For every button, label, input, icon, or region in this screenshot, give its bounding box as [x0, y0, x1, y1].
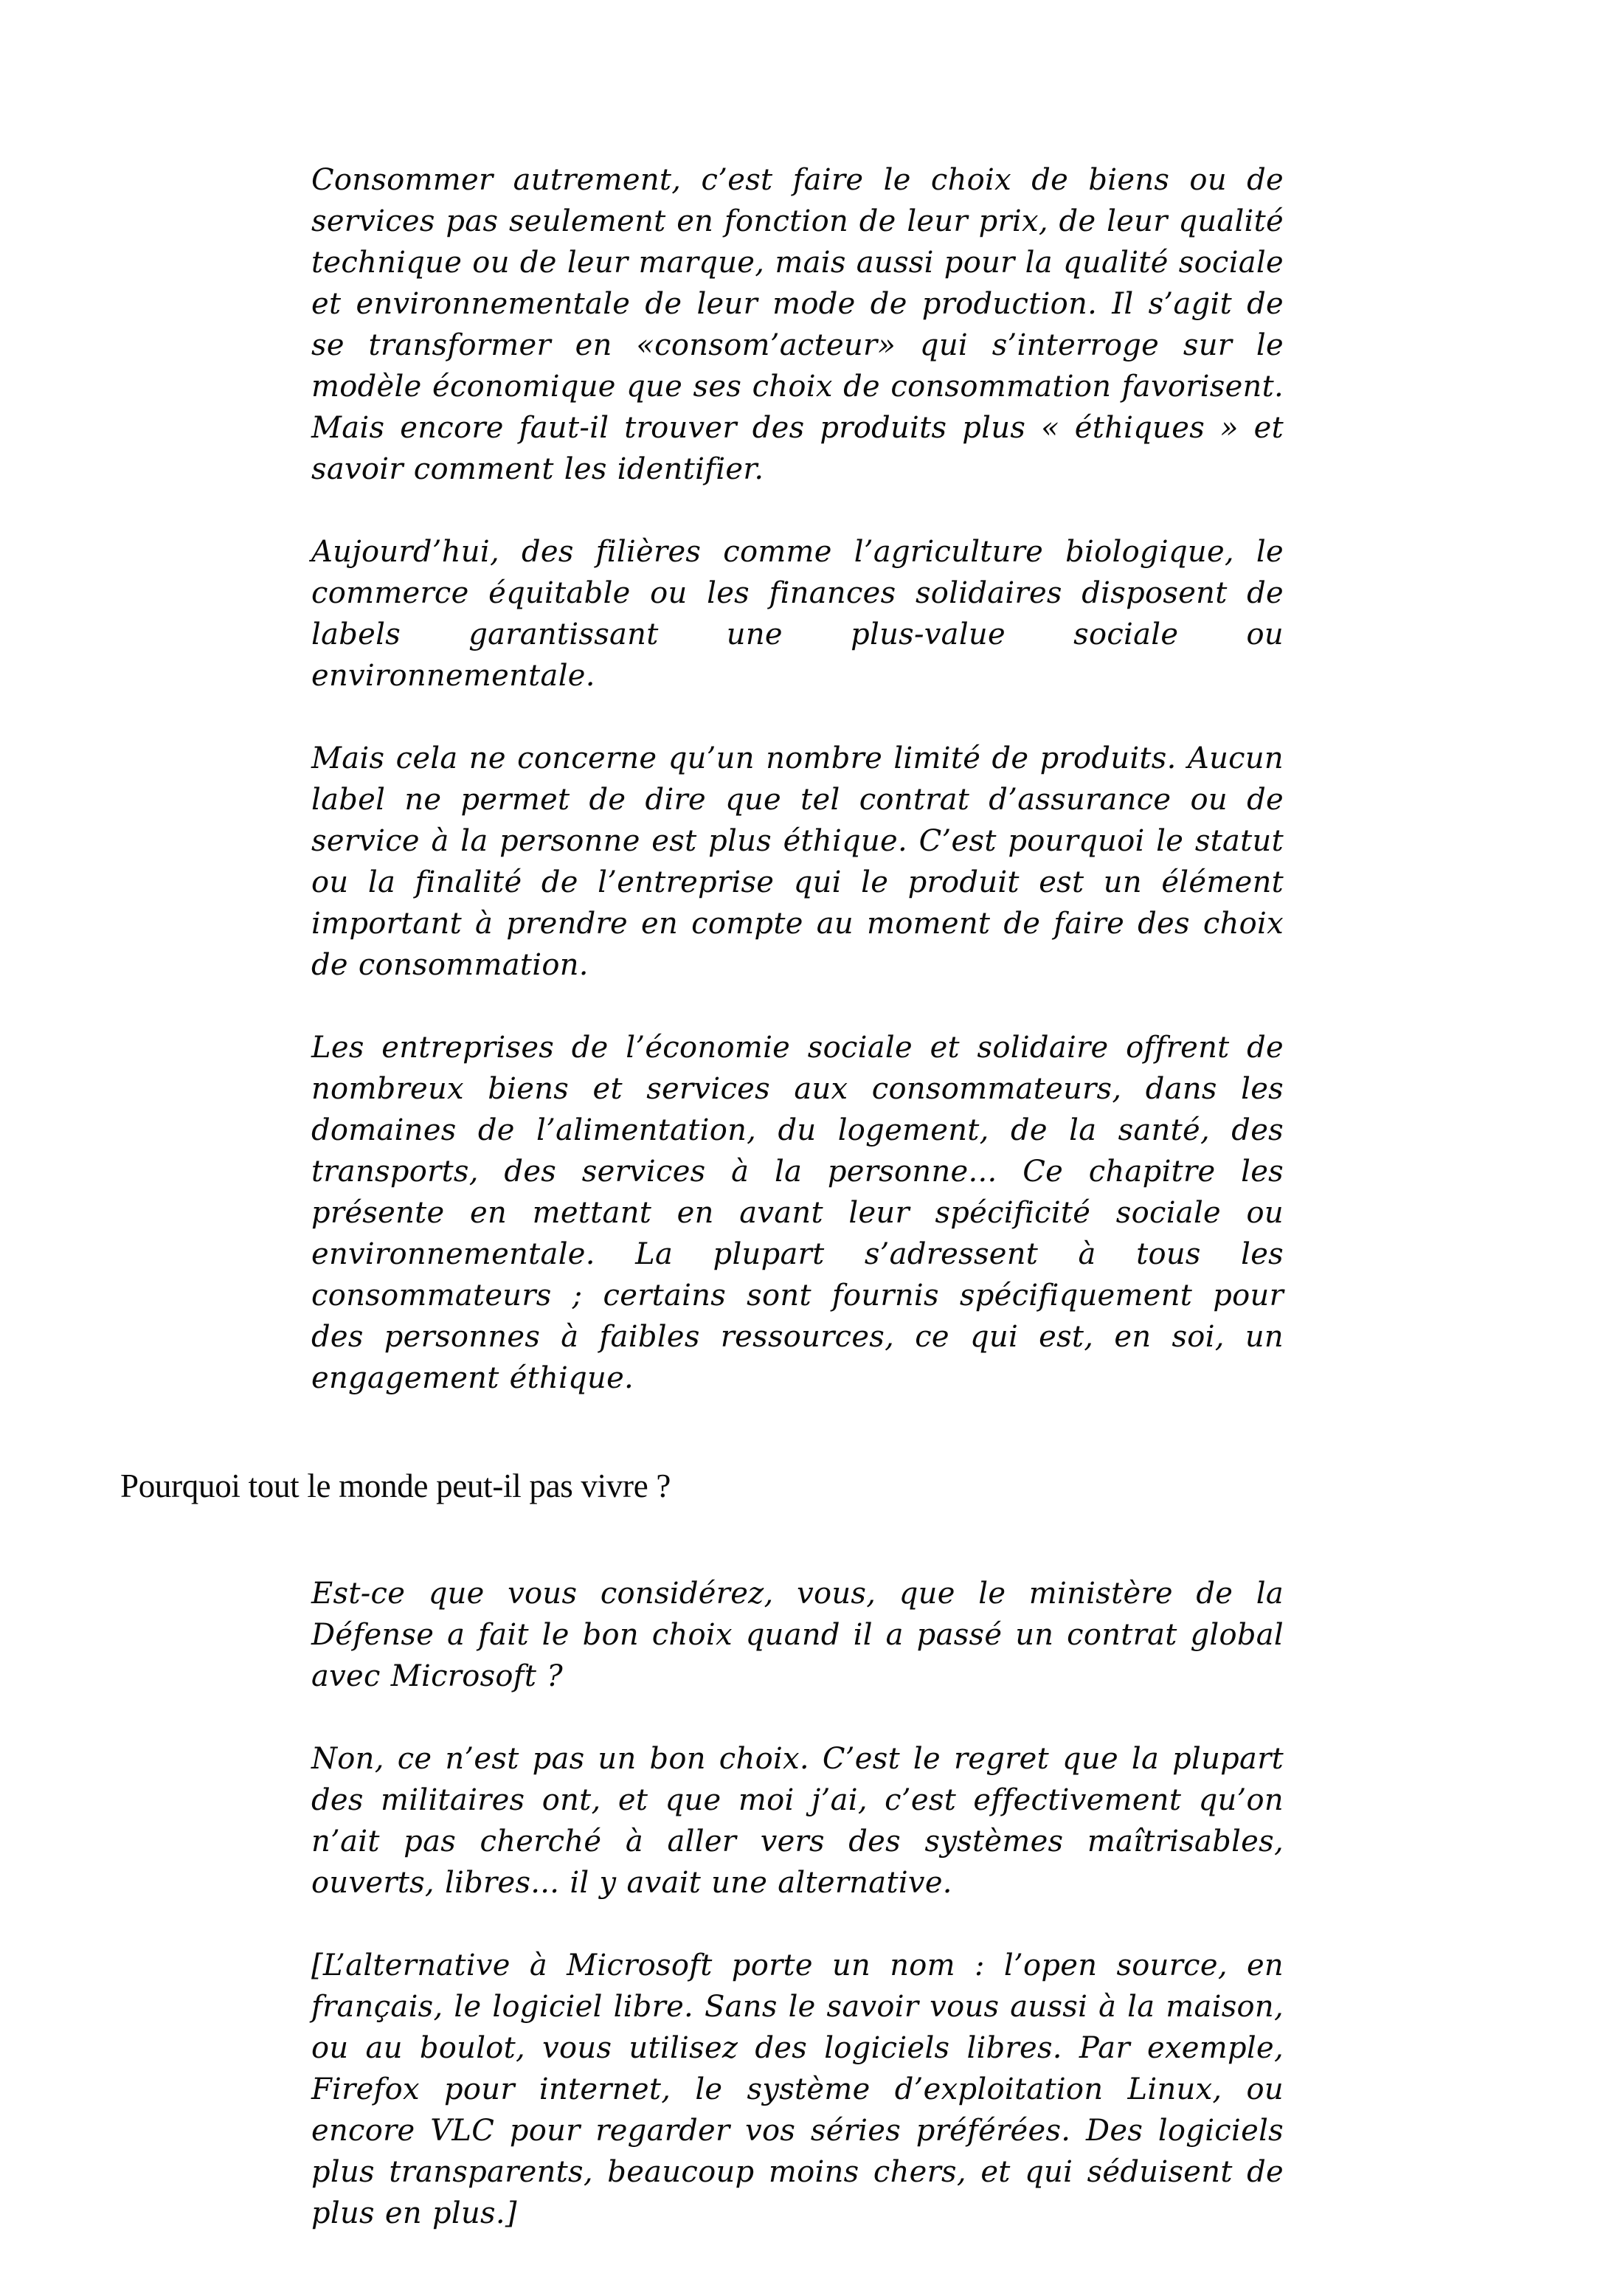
paragraph-labels: Aujourd’hui, des filières comme l’agriculture biologique, le commerce équitable ou les finances solidaires disposent de labels garantissant une plus-value sociale ou environnementale.	[311, 535, 1284, 693]
paragraph-statut-entreprise: Mais cela ne concerne qu’un nombre limité de produits. Aucun label ne permet de dire que tel contrat d’assurance ou de service à la personne est plus éthique. C’est pourquoi le statut ou la finalité de l’entreprise qui le produit est un élément important à prendre en compte au moment de faire des choix de consommation.	[311, 741, 1284, 982]
section-heading: Pourquoi tout le monde peut-il pas vivre ?	[120, 1467, 671, 1504]
paragraph-economie-sociale: Les entreprises de l’économie sociale et solidaire offrent de nombreux biens et services aux consommateurs, dans les domaines de l’alimentation, du logement, de la santé, des transports, des services à la personne... Ce chapitre les présente en mettant en avant leur spécificité sociale ou environnementale. La plupart s’adressent à tous les consommateurs ; certains sont fournis spécifiquement pour des personnes à faibles ressources, ce qui est, en soi, un engagement éthique.	[311, 1031, 1284, 1395]
paragraph-consommer-autrement: Consommer autrement, c’est faire le choix de biens ou de services pas seulement en fonction de leur prix, de leur qualité technique ou de leur marque, mais aussi pour la qualité sociale et environnementale de leur mode de production. Il s’agit de se transformer en «consom’acteur» qui s’interroge sur le modèle économique que ses choix de consommation favorisent. Mais encore faut-il trouver des produits plus « éthiques » et savoir comment les identifier.	[311, 163, 1284, 486]
intro-section	[311, 159, 1284, 1399]
interview-section	[311, 1573, 1284, 2234]
paragraph-open-source-note: [L’alternative à Microsoft porte un nom : l’open source, en français, le logiciel libre. Sans le savoir vous aussi à la maison, ou au boulot, vous utilisez des logiciels libres. Par exemple, Firefox pour internet, le système d’exploitation Linux, ou encore VLC pour regarder vos séries préférées. Des logiciels plus transparents, beaucoup moins chers, et qui séduisent de plus en plus.]	[311, 1949, 1284, 2230]
paragraph-question-microsoft: Est-ce que vous considérez, vous, que le ministère de la Défense a fait le bon choix quand il a passé un contrat global avec Microsoft ?	[311, 1577, 1284, 1693]
paragraph-answer: Non, ce n’est pas un bon choix. C’est le regret que la plupart des militaires ont, et que moi j’ai, c’est effectivement qu’on n’ait pas cherché à aller vers des systèmes maîtrisables, ouverts, libres... il y avait une alternative.	[311, 1742, 1284, 1900]
